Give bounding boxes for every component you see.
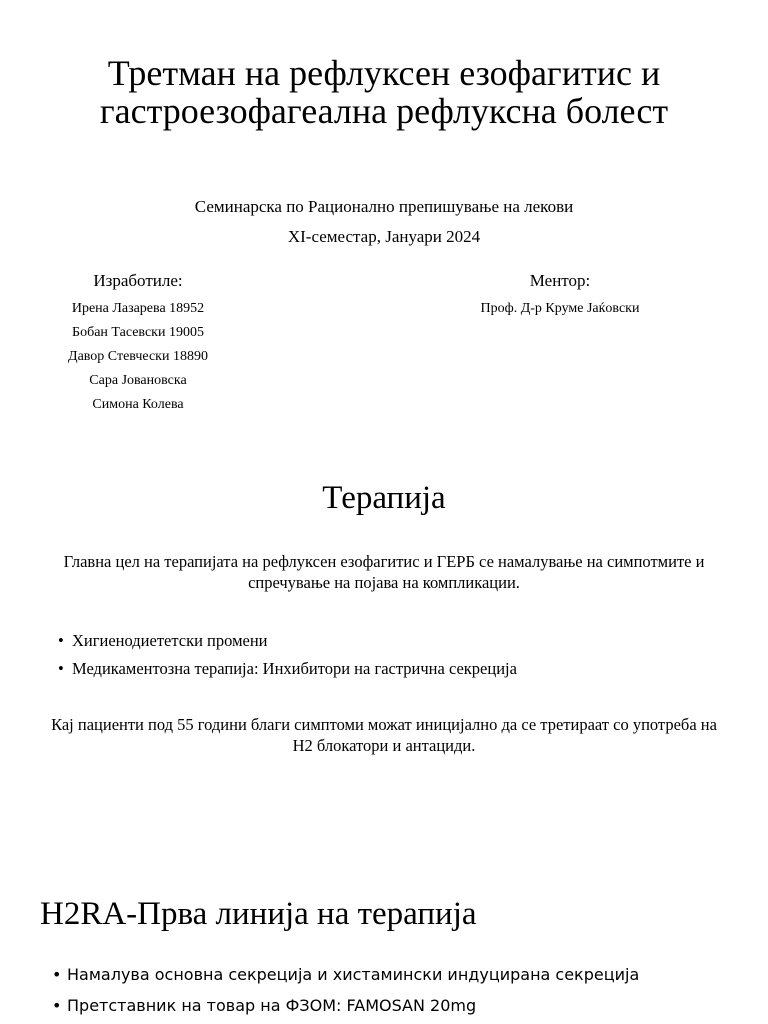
list-item: [52, 990, 752, 1021]
presentation-title: Третман на рефлуксен езофагитис и гастроезофагеална рефлуксна болест: [99, 53, 669, 131]
bullet-text: Хигиенодиететски промени: [72, 631, 268, 650]
author-name: Бобан Тасевски 19005: [72, 325, 204, 340]
mentor-heading: Ментор:: [529, 271, 591, 290]
therapy-goal-text: Главна цел на терапијата на рефлуксен езофагитис и ГЕРБ се намалување на симпотмите и спречување на појава на компликации.: [63, 552, 705, 592]
list-item: [58, 655, 738, 683]
bullet-icon: •: [52, 996, 62, 1015]
slide-heading: H2RA-Прва линија на терапија: [40, 896, 477, 932]
author-name: Ирена Лазарева 18952: [71, 301, 205, 316]
authors-section: [48, 271, 228, 417]
mentor-name: Проф. Д-р Круме Јаќовски: [480, 301, 640, 316]
slide-h2ra: [0, 840, 768, 1024]
mentor-section: [460, 271, 660, 321]
therapy-bullet-list: [58, 627, 738, 683]
bullet-icon: •: [58, 659, 64, 678]
h2ra-bullet-list: [52, 959, 752, 1021]
bullet-text: Претставник на товар на ФЗОМ: FAMOSAN 20mg: [67, 996, 477, 1015]
semester-date: XI-семестар, Јануари 2024: [287, 227, 481, 246]
slide-heading: Терапија: [322, 480, 446, 516]
seminar-subtitle: Семинарска по Рационално препишување на лекови: [194, 197, 574, 216]
author-name: Сара Јовановска: [89, 373, 187, 388]
slide-title: [0, 0, 768, 440]
patient-note-text: Кај пациенти под 55 години благи симптоми можат иницијално да се третираат со употреба на H2 блокатори и антациди.: [51, 715, 717, 755]
list-item: [52, 959, 752, 990]
slide-therapy: [0, 440, 768, 840]
bullet-icon: •: [52, 965, 62, 984]
author-name: Давор Стевчески 18890: [68, 349, 208, 364]
bullet-text: Намалува основна секреција и хистамински индуцирана секреција: [67, 965, 640, 984]
bullet-icon: •: [58, 631, 64, 650]
bullet-text: Медикаментозна терапија: Инхибитори на гастрична секреција: [72, 659, 517, 678]
authors-heading: Изработиле:: [93, 271, 183, 290]
author-name: Симона Колева: [92, 397, 184, 412]
list-item: [58, 627, 738, 655]
